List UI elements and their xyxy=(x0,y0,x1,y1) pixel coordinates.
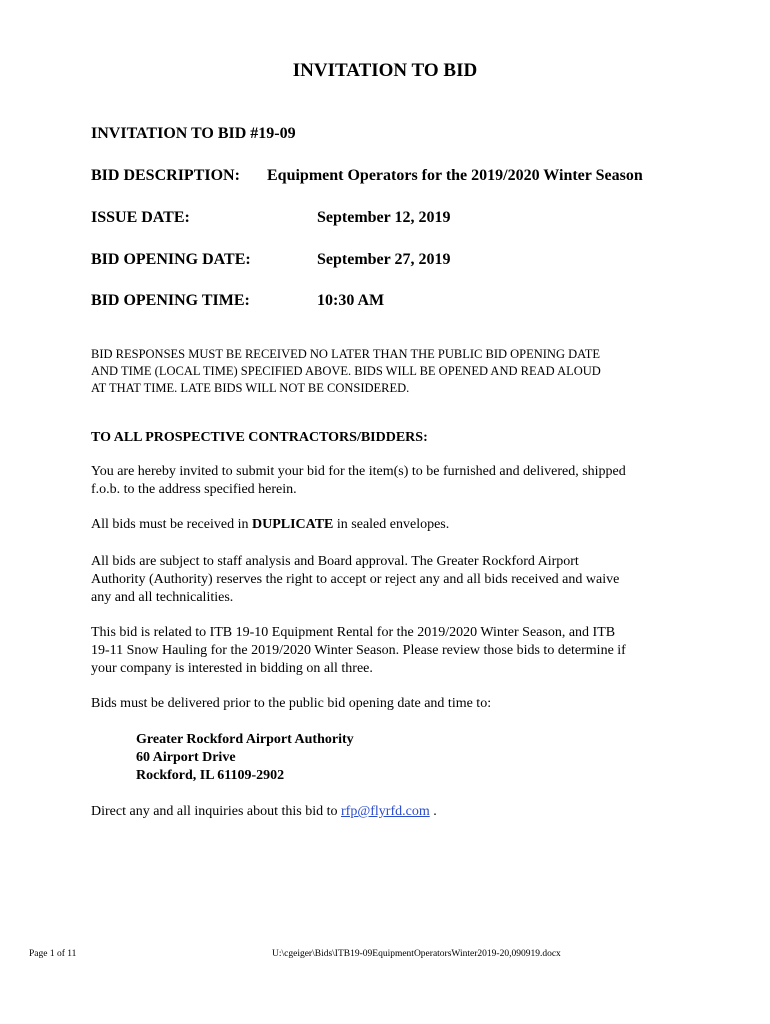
issue-date-value: September 12, 2019 xyxy=(317,209,451,226)
paragraph-line: f.o.b. to the address specified herein. xyxy=(91,482,297,497)
paragraph-text: All bids must be received in xyxy=(91,517,252,532)
notice-line: BID RESPONSES MUST BE RECEIVED NO LATER THAN THE PUBLIC BID OPENING DATE xyxy=(91,347,601,361)
email-link[interactable]: rfp@flyrfd.com xyxy=(341,804,430,819)
bid-description-label: BID DESCRIPTION: xyxy=(91,167,240,184)
opening-date-value: September 27, 2019 xyxy=(317,251,451,268)
issue-date-label: ISSUE DATE: xyxy=(91,209,190,226)
related-bids-paragraph xyxy=(91,624,626,678)
paragraph-line: All bids are subject to staff analysis and Board approval. The Greater Rockford Airport xyxy=(91,554,579,569)
address-line: Rockford, IL 61109-2902 xyxy=(136,768,285,783)
bidders-heading: TO ALL PROSPECTIVE CONTRACTORS/BIDDERS: xyxy=(91,430,428,445)
paragraph-line: You are hereby invited to submit your bid for the item(s) to be furnished and delivered, shipped xyxy=(91,464,626,479)
opening-time-label: BID OPENING TIME: xyxy=(91,292,250,309)
bid-number: INVITATION TO BID #19-09 xyxy=(91,125,296,142)
opening-time-value: 10:30 AM xyxy=(317,292,385,309)
notice-line: AND TIME (LOCAL TIME) SPECIFIED ABOVE. BIDS WILL BE OPENED AND READ ALOUD xyxy=(91,364,601,378)
notice-line: AT THAT TIME. LATE BIDS WILL NOT BE CONSIDERED. xyxy=(91,381,410,395)
paragraph-line: any and all technicalities. xyxy=(91,590,234,605)
opening-date-label: BID OPENING DATE: xyxy=(91,251,251,268)
invitation-paragraph xyxy=(91,463,626,499)
bid-description-value: Equipment Operators for the 2019/2020 Winter Season xyxy=(267,167,643,184)
duplicate-emphasis: DUPLICATE xyxy=(251,517,334,532)
address-line: 60 Airport Drive xyxy=(136,750,236,765)
approval-paragraph xyxy=(91,553,619,607)
paragraph-line: your company is interested in bidding on all three. xyxy=(91,661,373,676)
delivery-paragraph: Bids must be delivered prior to the public bid opening date and time to: xyxy=(91,696,492,711)
page-title: INVITATION TO BID xyxy=(292,60,478,81)
late-bids-notice xyxy=(91,346,601,397)
paragraph-text: in sealed envelopes. xyxy=(333,517,450,532)
file-path: U:\cgeiger\Bids\ITB19-09EquipmentOperatorsWinter2019-20,090919.docx xyxy=(272,949,561,959)
delivery-address xyxy=(136,731,354,785)
page-number: Page 1 of 11 xyxy=(29,949,77,959)
paragraph-line: This bid is related to ITB 19-10 Equipment Rental for the 2019/2020 Winter Season, and ITB xyxy=(91,625,616,640)
address-line: Greater Rockford Airport Authority xyxy=(136,732,354,747)
duplicate-paragraph xyxy=(91,516,449,534)
paragraph-text: . xyxy=(429,804,437,819)
paragraph-line: Authority (Authority) reserves the right to accept or reject any and all bids received and waive xyxy=(91,572,620,587)
paragraph-text: Direct any and all inquiries about this bid to xyxy=(91,804,342,819)
inquiry-paragraph xyxy=(91,803,437,821)
paragraph-line: 19-11 Snow Hauling for the 2019/2020 Winter Season. Please review those bids to determine if xyxy=(91,643,626,658)
